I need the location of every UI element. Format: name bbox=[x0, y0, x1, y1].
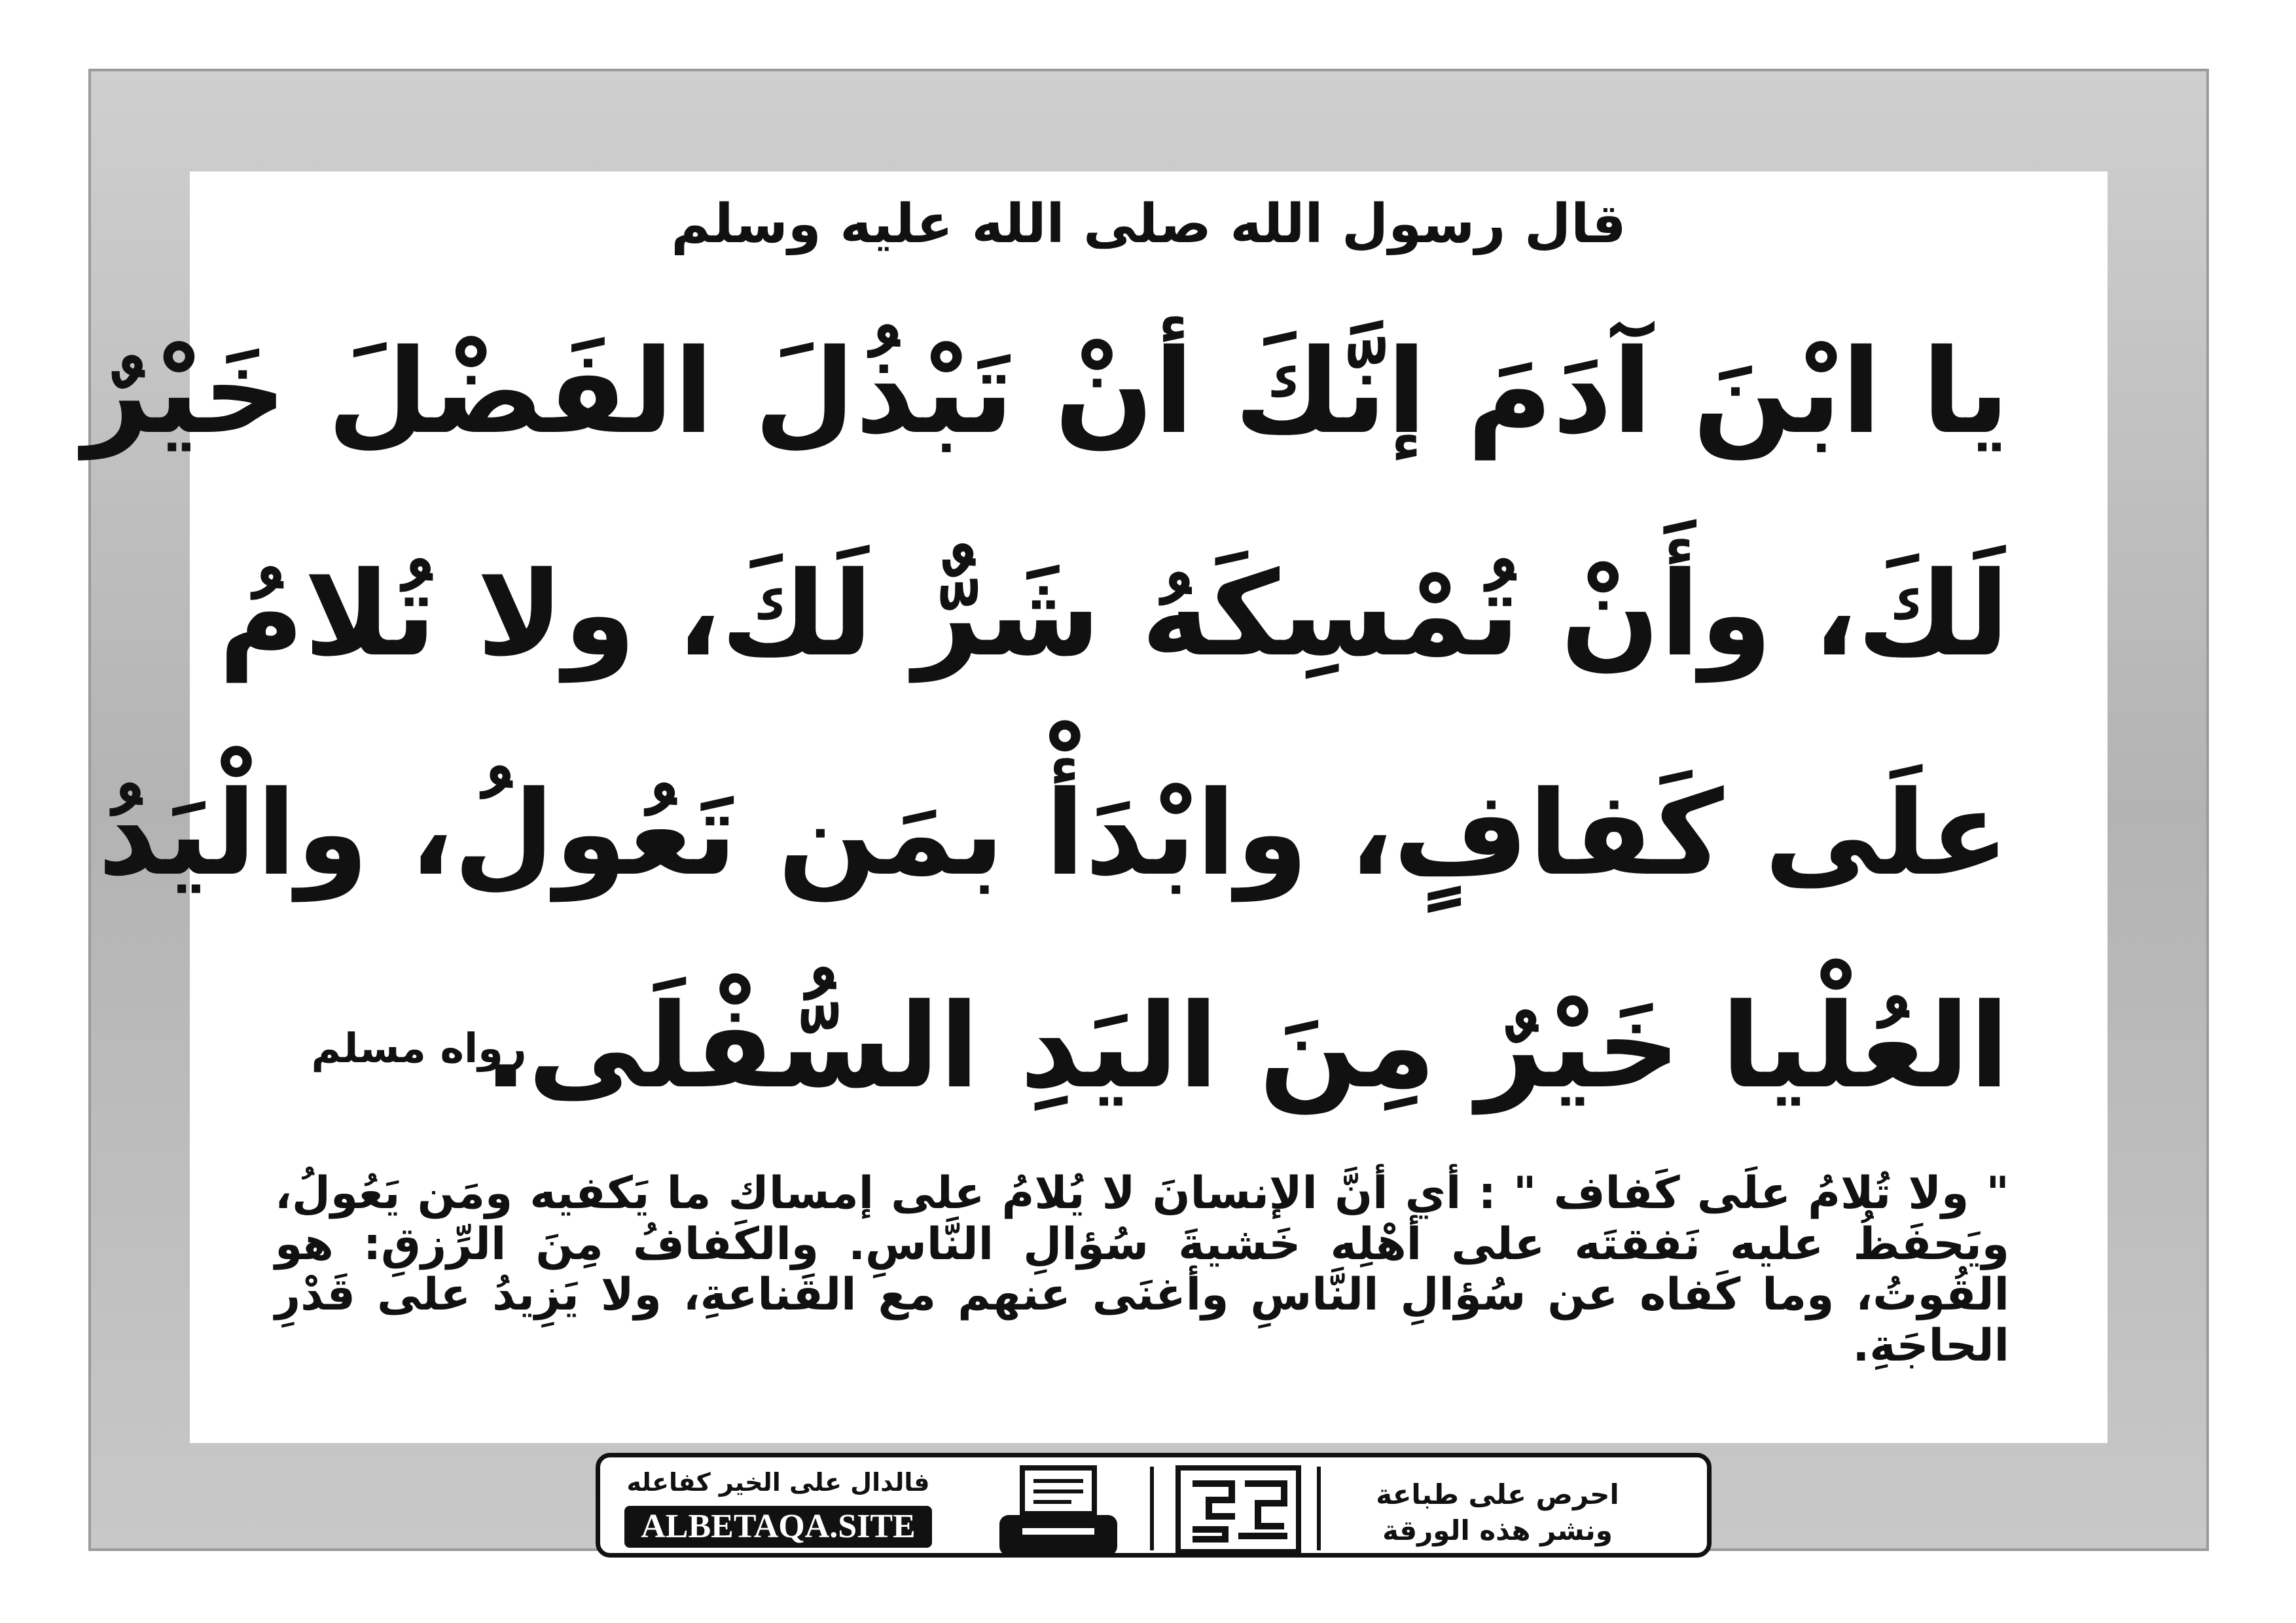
footer-print-line-1: احرص على طباعة bbox=[1376, 1478, 1619, 1510]
footer-tagline: فالدال على الخير كفاعله bbox=[626, 1468, 930, 1497]
footer-divider-right bbox=[1317, 1467, 1321, 1550]
footer-print-note bbox=[1327, 1477, 1668, 1548]
printer-icon bbox=[993, 1463, 1124, 1561]
page-title: قال رسول الله صلى الله عليه وسلم bbox=[671, 193, 1626, 255]
footer-print-line-2: ونشر هذه الورقة bbox=[1382, 1514, 1613, 1546]
dawah-logo-icon bbox=[1173, 1464, 1304, 1556]
explanation-paragraph: " ولا تُلامُ علَى كَفاف " : أي أنَّ الإنسانَ لا يُلامُ على إمساك ما يَكفيه ومَن يَعُولُ، ويَحفَظُ عليه نَفقتَه على أهْلِه خَشيةَ سُؤالِ النَّاسِ. والكَفافُ مِنَ الرِّزقِ: هو القُوتُ، وما كَفاه عن سُؤالِ النَّاسِ وأغنَى عنهم مع القَناعةِ، ولا يَزِيدُ على قَدْرِ الحاجَةِ. bbox=[275, 1168, 2009, 1372]
footer-bar bbox=[596, 1453, 1712, 1558]
footer-website-block bbox=[615, 1468, 942, 1548]
hadith-line-3: علَى كَفافٍ، وابْدَأْ بمَن تَعُولُ، والْيَدُ bbox=[98, 766, 2009, 901]
hadith-source: رواه مسلم bbox=[311, 1024, 527, 1072]
footer-divider-left bbox=[1150, 1467, 1154, 1550]
hadith-line-1: يا ابْنَ آدَمَ إنَّكَ أنْ تَبْذُلَ الفَضْلَ خَيْرٌ bbox=[82, 324, 2009, 459]
hadith-line-2: لَكَ، وأَنْ تُمْسِكَهُ شَرٌّ لَكَ، ولا تُلامُ bbox=[219, 546, 2009, 682]
website-url[interactable]: ALBETAQA.SITE bbox=[624, 1506, 932, 1548]
hadith-line-4: العُلْيا خَيْرٌ مِنَ اليَدِ السُّفْلَى. bbox=[483, 978, 2009, 1114]
